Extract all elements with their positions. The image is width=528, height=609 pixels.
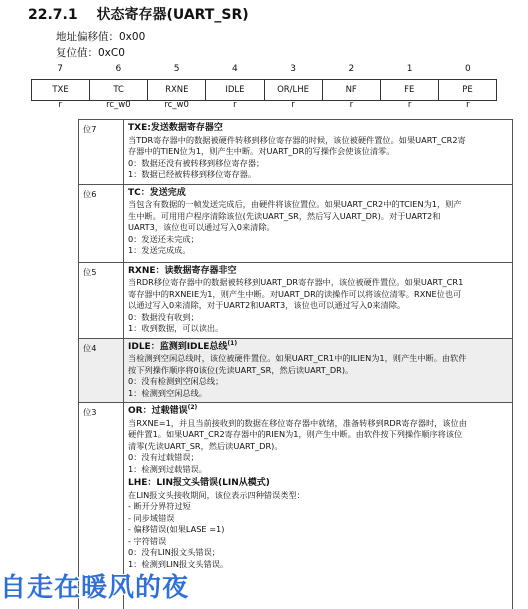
bit-access: r: [58, 100, 62, 110]
bit-position: 位3: [79, 403, 124, 609]
desc-line: 1：检测到过载错误。: [128, 463, 207, 474]
bit-description: [124, 262, 513, 338]
bit-position: 位5: [79, 262, 124, 338]
desc-line: 以通过写入0来清除，对于UART2和UART3，该位也可以通过写入0来清除。: [128, 300, 406, 310]
desc-line: 当RDR移位寄存器中的数据被转移到UART_DR寄存器中，该位被硬件置位。如果UART_CR1: [128, 277, 464, 287]
bit-title-text: IDLE：监测到IDLE总线: [128, 341, 228, 352]
bit-name-cell: OR/LHE: [264, 80, 322, 101]
desc-line: 按下列操作顺序将0该位(先读UART_SR，然后读UART_DR)。: [128, 364, 354, 375]
desc-line: - 同步域错误: [128, 512, 175, 523]
bit-name-cell: FE: [380, 80, 438, 101]
bit-access: r: [291, 100, 295, 110]
desc-line: 1：检测到LIN报文头错误。: [128, 558, 229, 569]
bit-title: TC：发送完成: [128, 187, 186, 198]
desc-line: 1：收到数据，可以读出。: [128, 323, 224, 333]
desc-line: 硬件置1。如果UART_CR2寄存器中的RIEN为1，则产生中断。由软件按下列操作顺序将该位: [128, 429, 463, 439]
bit-name-cell: TXE: [32, 80, 90, 101]
desc-line: 0：没有过载错误；: [128, 452, 199, 462]
bit-access-row: [31, 100, 497, 114]
section-number: 22.7.1: [28, 7, 78, 23]
desc-line: 0：数据没有收到；: [128, 311, 199, 322]
desc-line: 在LIN报文头接收期间，该位表示四种错误类型：: [128, 489, 305, 500]
bit-title-text: OR：过载错误: [128, 406, 188, 416]
desc-line: 生中断。可用用户程序清除该位(先读UART_SR，然后写入UART_DR)。对于UART2和: [128, 210, 441, 221]
bit-name-cell: IDLE: [206, 80, 264, 101]
desc-line: - 断开分界符过短: [128, 501, 191, 511]
bit-access: r: [407, 100, 412, 110]
reset-value: 复位值：0xC0: [56, 47, 125, 59]
address-offset: 地址偏移值：0x00: [56, 31, 146, 43]
desc-line: UART3，该位也可以通过写入0来清除。: [128, 222, 275, 232]
desc-line: 当检测到空闲总线时，该位被硬件置位。如果UART_CR1中的ILIEN为1，则产生中断。由软件: [128, 353, 467, 363]
bit-access: r: [349, 100, 354, 110]
bit-number: 2: [348, 64, 355, 74]
desc-line: 0：没有检测到空闲总线；: [128, 376, 224, 386]
desc-line: 当RXNE=1，并且当前接收到的数据在移位寄存器中就绪，准备转移到RDR寄存器时，该位由: [128, 417, 467, 428]
desc-line: 1：发送完成成。: [128, 245, 191, 255]
section-heading: [28, 4, 249, 24]
bit-number: 6: [115, 64, 122, 74]
desc-line: 存器中的TIEN位为1，则产生中断。对UART_DR的写操作会使该位清零。: [128, 146, 395, 156]
footnote-ref: (1): [227, 339, 238, 347]
bit-description-table: [78, 119, 513, 609]
bit-description-row: [79, 338, 513, 403]
desc-line: 寄存器中的RXNEIE为1，则产生中断。对UART_DR的读操作可以将该位清零。RXNE位也可: [128, 288, 462, 299]
desc-line: 1：数据已经被转移到移位寄存器。: [128, 169, 257, 179]
desc-line: - 偏移错误(如果LASE =1): [128, 524, 225, 534]
register-bit-row: [32, 80, 497, 101]
bit-position: 位7: [79, 120, 124, 185]
desc-line: 0：数据还没有被转移到移位寄存器；: [128, 157, 265, 168]
bit-description-row: [79, 120, 513, 185]
footnote-ref: (2): [187, 404, 198, 411]
desc-line: 当TDR寄存器中的数据被硬件转移到移位寄存器的时候，该位被硬件置位。如果UART_CR2寄: [128, 134, 466, 145]
section-title: 状态寄存器(UART_SR): [96, 7, 249, 23]
desc-line: 1：检测到空闲总线。: [128, 387, 207, 398]
bit-title: [128, 406, 508, 418]
bit-description-row: [79, 184, 513, 262]
desc-line: - 字符错误: [128, 535, 167, 546]
bit-subtitle: LHE：LIN报文头错误(LIN从模式): [128, 478, 270, 488]
desc-line: 当包含有数据的一帧发送完成后，由硬件将该位置位。如果UART_CR2中的TCIEN为1，则产: [128, 199, 462, 209]
bit-description-row: [79, 262, 513, 338]
bit-number: 0: [465, 64, 471, 74]
bit-position: 位4: [79, 338, 124, 403]
bit-name-cell: PE: [438, 80, 496, 101]
register-bit-table: [31, 79, 497, 101]
desc-line: 0：没有LIN报文头错误；: [128, 547, 220, 557]
bit-position: 位6: [79, 184, 124, 262]
bit-description: [124, 120, 513, 185]
bit-title: RXNE：读数据寄存器非空: [128, 265, 237, 276]
watermark-text: 自走在暖风的夜: [0, 573, 190, 603]
bit-number-row: [31, 64, 497, 78]
bit-access: r: [466, 100, 470, 110]
bit-title: [128, 339, 508, 354]
bit-number: 7: [57, 64, 63, 74]
bit-name-cell: NF: [322, 80, 380, 101]
desc-line: 0：发送还未完成；: [128, 233, 199, 244]
bit-name-cell: TC: [90, 80, 148, 101]
bit-access: rc_w0: [164, 100, 189, 110]
bit-title: TXE:发送数据寄存器空: [128, 123, 223, 133]
bit-name-cell: RXNE: [148, 80, 206, 101]
bit-number: 5: [173, 64, 180, 74]
bit-number: 4: [232, 64, 238, 74]
desc-line: 清零(先读UART_SR，然后读UART_DR)。: [128, 440, 283, 451]
bit-access: r: [233, 100, 237, 110]
bit-description: [124, 338, 513, 403]
bit-access: rc_w0: [106, 100, 131, 110]
bit-number: 3: [290, 64, 296, 74]
bit-number: 1: [406, 64, 413, 74]
bit-description: [124, 184, 513, 262]
